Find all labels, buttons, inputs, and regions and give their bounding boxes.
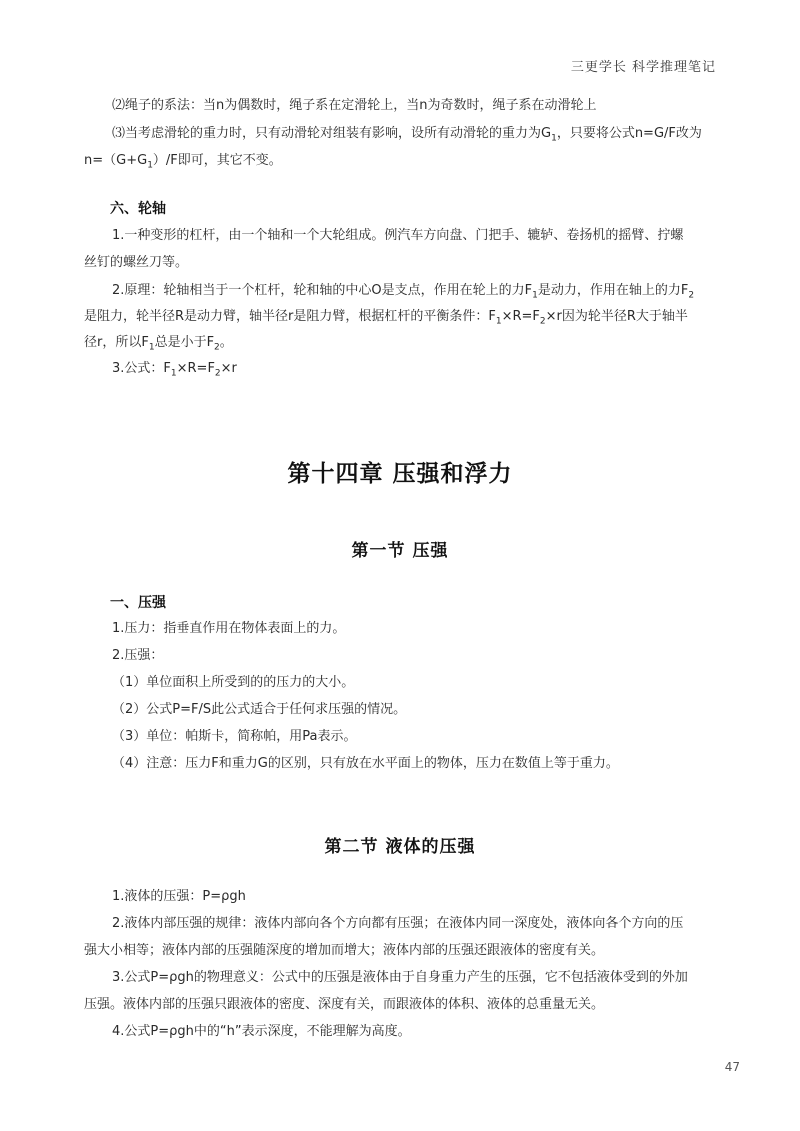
subscript: 1	[170, 368, 177, 379]
subscript: 1	[532, 290, 538, 301]
page-header: 三更学长 科学推理笔记	[570, 60, 716, 75]
liquid-line-4: 3.公式P=ρgh的物理意义：公式中的压强是液体由于自身重力产生的压强，它不包括液体受到的外加	[112, 970, 688, 985]
wheel-formula	[112, 359, 237, 384]
text-run: ）/F即可，其它不变。	[152, 153, 282, 168]
text-run: ×R=F	[501, 309, 540, 324]
subscript: 1	[147, 160, 153, 171]
page-number: 47	[724, 1060, 740, 1074]
section-heading-wheel-axle: 六、轮轴	[110, 201, 166, 217]
text-run: ⑶当考虑滑轮的重力时，只有动滑轮对组装有影响，设所有动滑轮的重力为G	[112, 126, 552, 141]
chapter-title: 第十四章 压强和浮力	[287, 461, 513, 487]
text-run: 总是小于F	[154, 335, 215, 350]
section-title-pressure: 第一节 压强	[351, 541, 449, 561]
wheel-principle-cont1	[84, 307, 688, 332]
subscript: 1	[495, 316, 502, 327]
subscript: 2	[214, 368, 221, 379]
subscript: 2	[539, 316, 546, 327]
text-run: ×r	[220, 361, 237, 376]
text-run: 2.原理：轮轴相当于一个杠杆，轮和轴的中心O是支点，作用在轮上的力F	[112, 283, 533, 298]
text-run: 径r，所以F	[84, 335, 149, 350]
text-run: ×r因为轮半径R大于轴半	[545, 309, 688, 324]
liquid-line-6: 4.公式P=ρgh中的“h”表示深度，不能理解为高度。	[112, 1024, 411, 1039]
pressure-line-5: （3）单位：帕斯卡，简称帕，用Pa表示。	[112, 729, 357, 744]
liquid-line-1: 1.液体的压强：P=ρgh	[112, 889, 246, 904]
liquid-line-2: 2.液体内部压强的规律：液体内部向各个方向都有压强；在液体内同一深度处，液体向各个方向的压	[112, 916, 684, 931]
subscript: 2	[688, 290, 695, 301]
pulley-rope-rule: ⑵绳子的系法：当n为偶数时，绳子系在定滑轮上，当n为奇数时，绳子系在动滑轮上	[112, 98, 597, 113]
pulley-weight-rule-cont	[84, 151, 282, 176]
pressure-line-3: （1）单位面积上所受到的的压力的大小。	[112, 675, 355, 690]
section-title-liquid-pressure: 第二节 液体的压强	[324, 837, 476, 857]
text-run: 是阻力，轮半径R是动力臂，轴半径r是阻力臂，根据杠杆的平衡条件：F	[84, 309, 496, 324]
subscript: 1	[148, 342, 155, 353]
text-run: 3.公式：F	[112, 361, 171, 376]
subscript: 2	[214, 342, 220, 353]
liquid-line-5: 压强。液体内部的压强只跟液体的密度、深度有关，而跟液体的体积、液体的总重量无关。	[84, 997, 605, 1012]
pressure-line-4: （2）公式P=F/S此公式适合于任何求压强的情况。	[112, 702, 407, 717]
wheel-definition: 1.一种变形的杠杆，由一个轴和一个大轮组成。例汽车方向盘、门把手、辘轳、卷扬机的摇臂、拧螺	[112, 228, 684, 243]
subsection-heading-pressure: 一、压强	[110, 595, 166, 611]
text-run: 是动力，作用在轴上的力F	[537, 283, 689, 298]
wheel-principle-cont2	[84, 333, 233, 358]
text-run: n=（G+G	[84, 153, 148, 168]
text-run: ，只要将公式n=G/F改为	[556, 126, 702, 141]
liquid-line-3: 强大小相等；液体内部的压强随深度的增加而增大；液体内部的压强还跟液体的密度有关。	[84, 943, 605, 958]
pressure-line-1: 1.压力：指垂直作用在物体表面上的力。	[112, 621, 346, 636]
wheel-definition-cont: 丝钉的螺丝刀等。	[84, 255, 189, 270]
text-run: ×R=F	[176, 361, 215, 376]
pressure-line-2: 2.压强：	[112, 648, 164, 663]
subscript: 1	[551, 133, 557, 144]
text-run: 。	[219, 335, 233, 350]
pressure-line-6: （4）注意：压力F和重力G的区别，只有放在水平面上的物体，压力在数值上等于重力。	[112, 756, 619, 771]
pulley-weight-rule	[112, 124, 702, 149]
wheel-principle	[112, 281, 694, 306]
